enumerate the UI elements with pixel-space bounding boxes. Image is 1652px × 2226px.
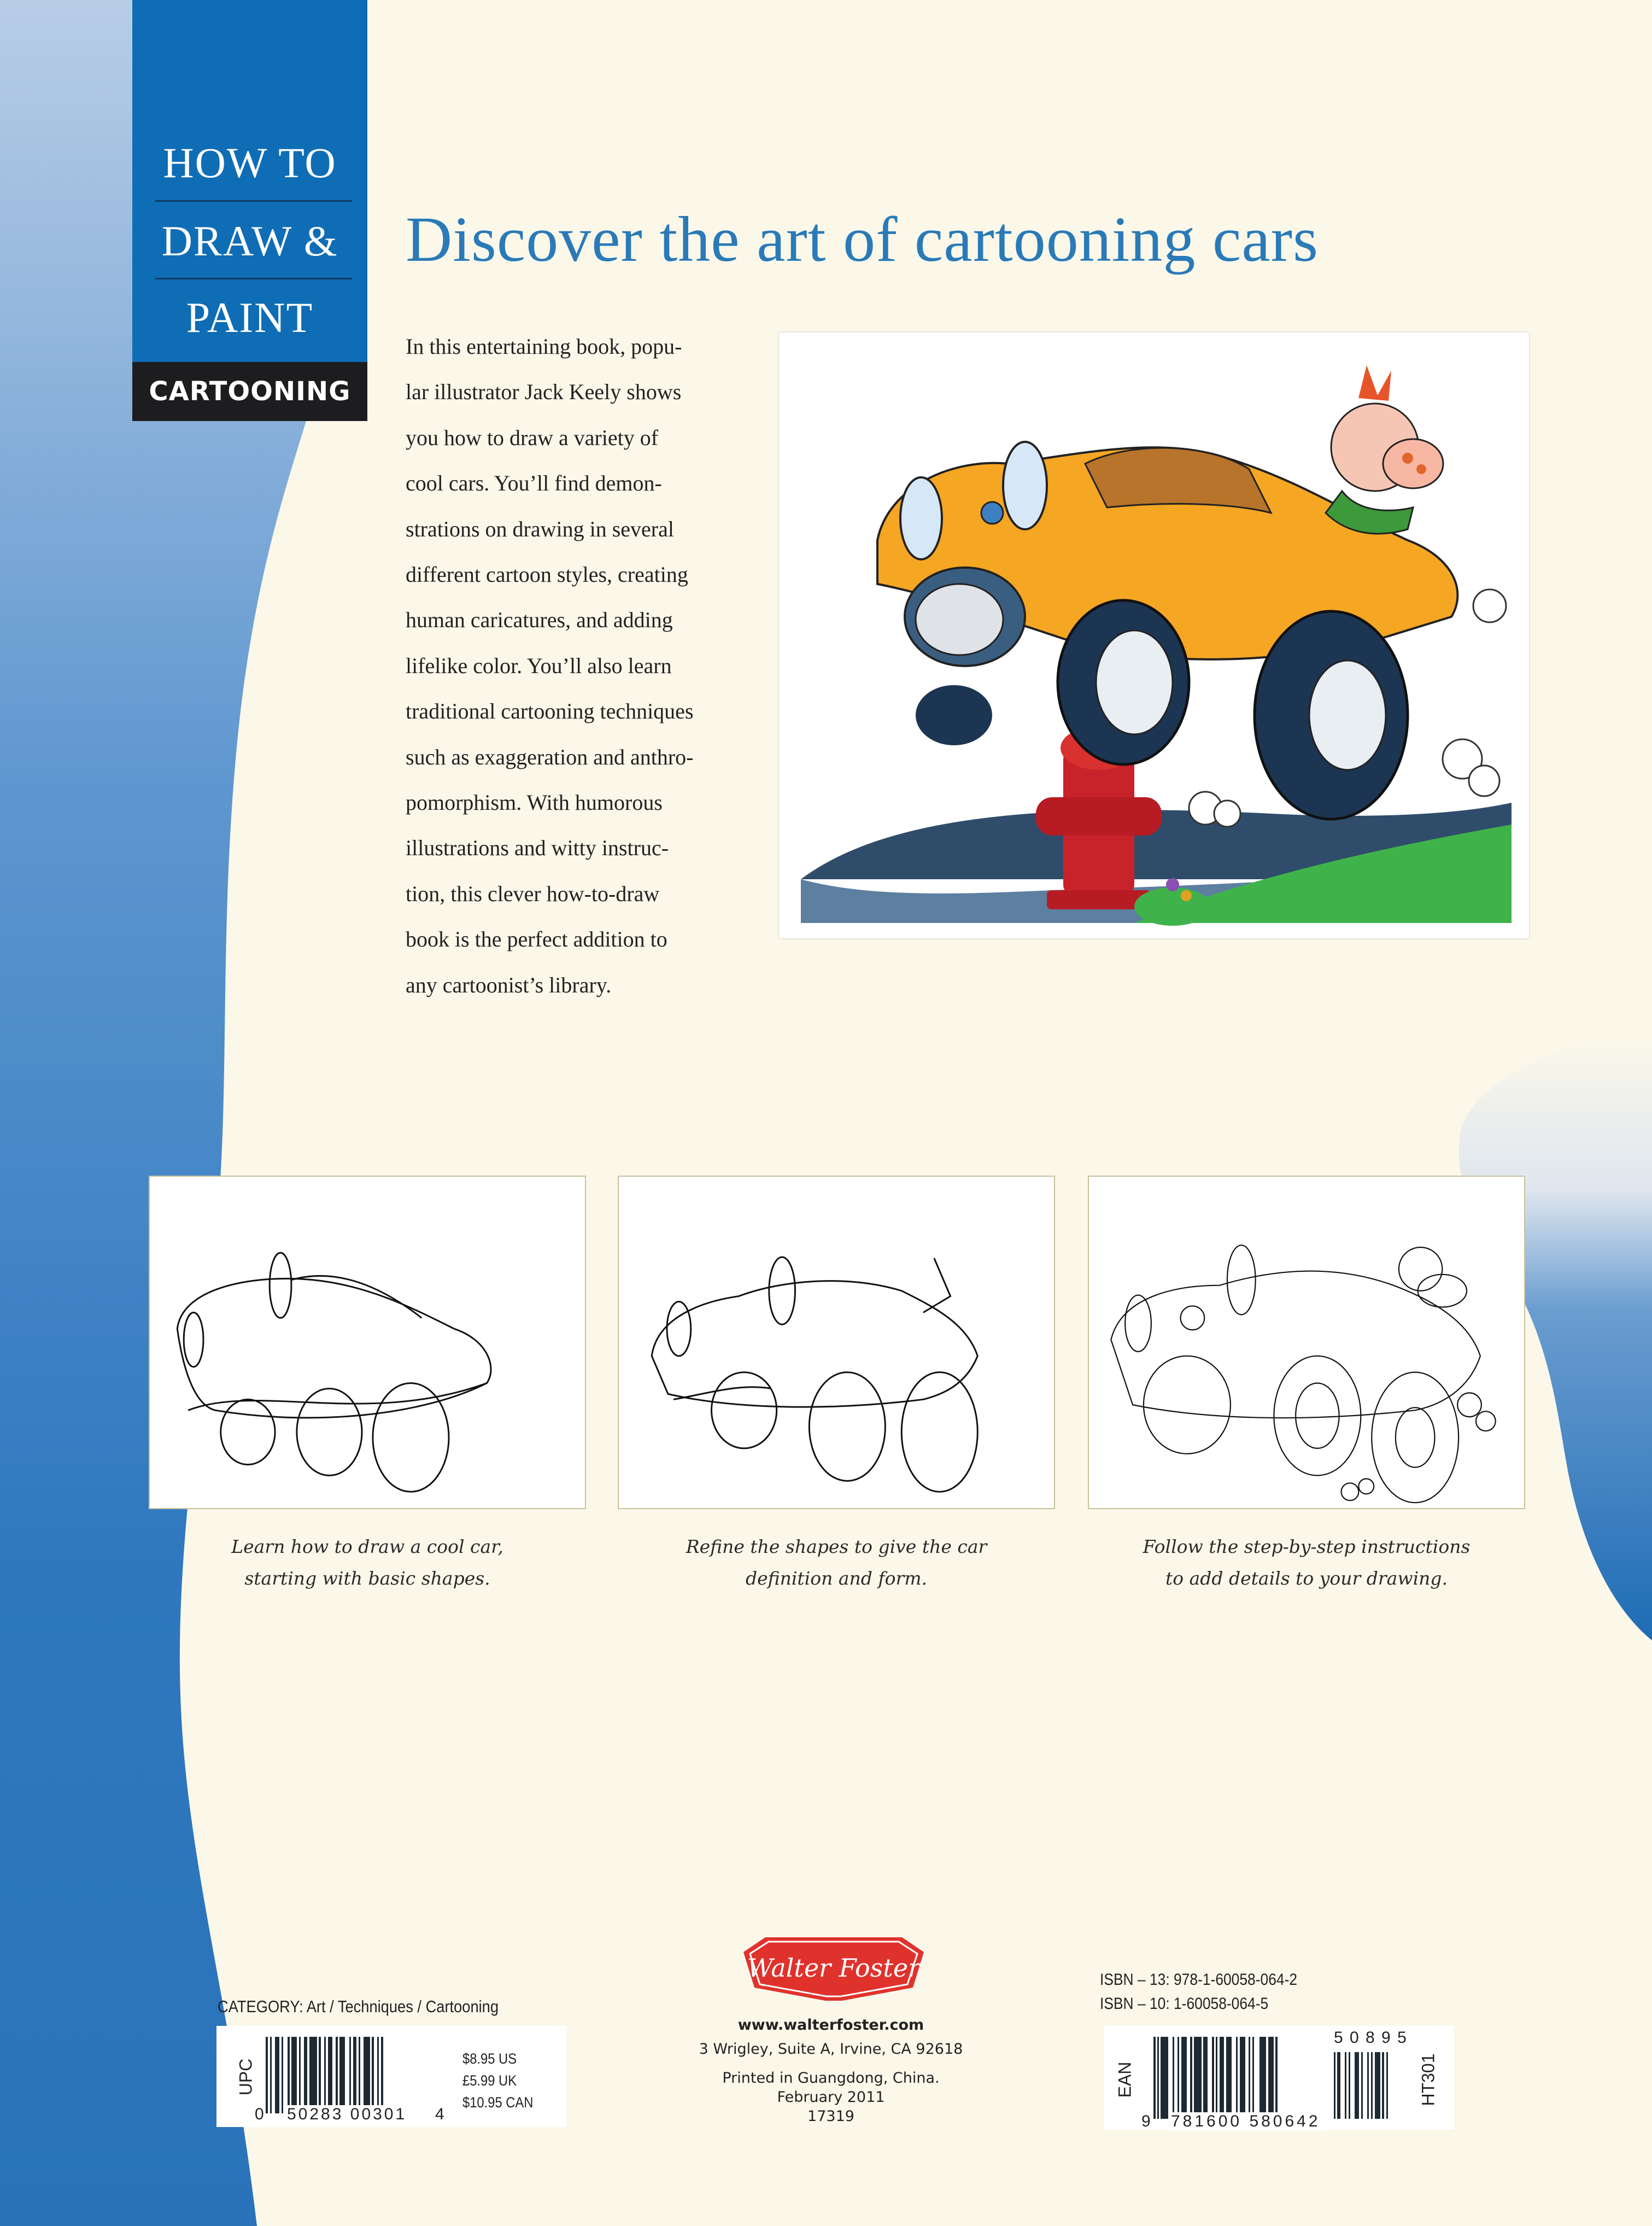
- price-us: $8.95 US: [462, 2050, 517, 2067]
- price-uk: £5.99 UK: [462, 2072, 517, 2089]
- series-divider: [155, 200, 352, 202]
- blurb-line: lar illustrator Jack Keely shows: [406, 379, 682, 405]
- blurb-line: traditional cartooning techniques: [406, 699, 694, 724]
- blurb-line: strations on drawing in several: [406, 516, 674, 541]
- print-date: February 2011: [777, 2089, 885, 2106]
- print-code: 17319: [807, 2108, 854, 2125]
- blurb-line: illustrations and witty instruc-: [406, 836, 669, 861]
- refined-shapes-sketch-image: [619, 1177, 1054, 1508]
- series-title-line3: PAINT: [186, 294, 314, 341]
- blurb-line: you how to draw a variety of: [406, 425, 659, 450]
- isbn-10: ISBN – 10: 1-60058-064-5: [1100, 1995, 1269, 2013]
- series-category-band: CARTOONING: [132, 362, 367, 421]
- detailed-line-drawing-image: [1089, 1177, 1524, 1508]
- walter-foster-logo: [733, 1933, 935, 2004]
- series-divider: [155, 278, 352, 279]
- upc-barcode: [266, 2037, 430, 2113]
- ean-addon-barcode: [1334, 2052, 1397, 2119]
- ean-barcode-block: [1104, 2026, 1454, 2130]
- page-headline: Discover the art of cartooning cars: [406, 203, 1319, 275]
- blurb-line: human caricatures, and adding: [406, 607, 673, 633]
- ean-digits: 781600 580642: [1169, 2112, 1323, 2131]
- isbn-13: ISBN – 13: 978-1-60058-064-2: [1100, 1971, 1298, 1989]
- upc-label: UPC: [236, 2058, 256, 2096]
- price-can: $10.95 CAN: [462, 2094, 534, 2111]
- step-panel-1: [149, 1176, 586, 1509]
- blurb-line: tion, this clever how-to-draw: [406, 881, 660, 906]
- upc-barcode-block: [216, 2026, 566, 2127]
- step-caption-1: [149, 1531, 586, 1594]
- product-code: HT301: [1418, 2053, 1438, 2106]
- publisher-address: 3 Wrigley, Suite A, Irvine, CA 92618: [699, 2041, 963, 2058]
- blurb-line: pomorphism. With humorous: [406, 790, 663, 815]
- blurb-line: cool cars. You’ll find demon-: [406, 471, 662, 496]
- caption-line: starting with basic shapes.: [244, 1568, 490, 1589]
- blurb-line: such as exaggeration and anthro-: [406, 744, 694, 769]
- blurb-line: book is the perfect addition to: [406, 927, 667, 952]
- publisher-website[interactable]: www.walterfoster.com: [737, 2017, 924, 2034]
- blurb-line: In this entertaining book, popu-: [406, 334, 682, 359]
- caption-line: definition and form.: [745, 1568, 928, 1589]
- logo-text: Walter Foster: [747, 1953, 921, 1983]
- ean-addon-digits: 5 0 8 9 5: [1334, 2029, 1408, 2047]
- series-title-line2: DRAW &: [161, 217, 338, 265]
- caption-line: Follow the step-by-step instructions: [1143, 1536, 1471, 1557]
- blurb-line: different cartoon styles, creating: [406, 562, 688, 587]
- upc-digit-right: 4: [435, 2105, 444, 2123]
- caption-line: to add details to your drawing.: [1165, 1568, 1448, 1589]
- series-block: [132, 0, 367, 421]
- blurb-line: lifelike color. You’ll also learn: [406, 653, 672, 678]
- basic-shapes-sketch-image: [150, 1177, 585, 1508]
- step-panel-2: [618, 1176, 1055, 1509]
- upc-digit-left: 0: [255, 2105, 264, 2123]
- step-panel-3: [1088, 1176, 1525, 1509]
- printed-location: Printed in Guangdong, China.: [722, 2070, 940, 2087]
- ean-digit-left: 9: [1141, 2112, 1151, 2130]
- ean-barcode: [1153, 2037, 1317, 2119]
- series-title-line1: HOW TO: [163, 139, 337, 186]
- ean-label: EAN: [1115, 2061, 1135, 2098]
- step-caption-2: [618, 1531, 1055, 1594]
- step-caption-3: [1088, 1531, 1525, 1594]
- upc-digits: 50283 00301: [285, 2105, 409, 2124]
- caption-line: Refine the shapes to give the car: [686, 1536, 987, 1557]
- category-label: CATEGORY: Art / Techniques / Cartooning: [218, 1997, 499, 2016]
- blurb-line: any cartoonist’s library.: [406, 972, 612, 997]
- cartoon-car-image: [779, 332, 1529, 938]
- description-blurb: [406, 324, 745, 1008]
- caption-line: Learn how to draw a cool car,: [231, 1536, 503, 1557]
- hero-car-illustration: [779, 332, 1529, 938]
